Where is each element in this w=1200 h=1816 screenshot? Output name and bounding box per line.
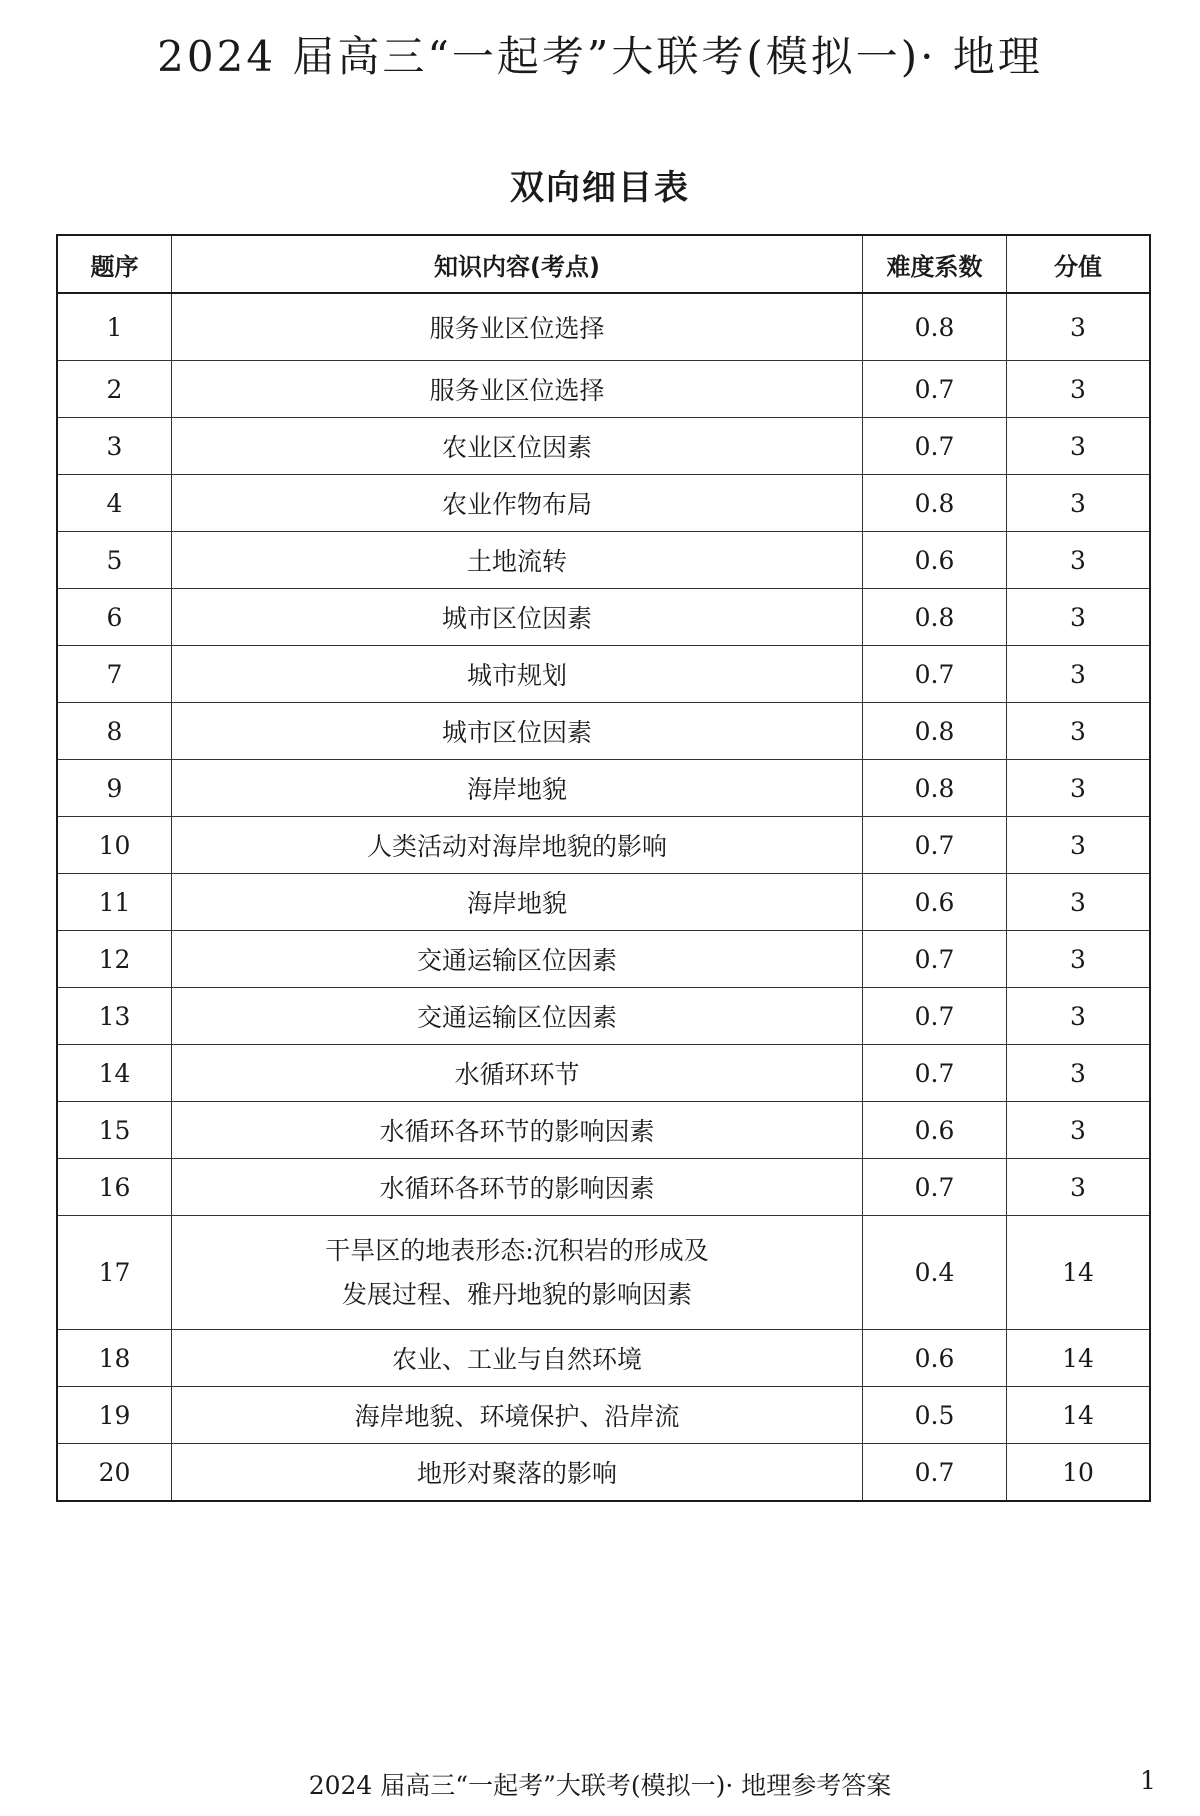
table-row [57, 703, 1150, 760]
cell-number: 5 [57, 532, 172, 589]
cell-number: 16 [57, 1159, 172, 1216]
cell-difficulty: 0.7 [863, 931, 1007, 988]
page-footer-text: 2024 届高三“一起考”大联考(模拟一)· 地理参考答案 [308, 1771, 892, 1800]
cell-score: 3 [1007, 418, 1151, 475]
cell-number: 4 [57, 475, 172, 532]
table-row [57, 475, 1150, 532]
topic-text-line: 土地流转 [466, 547, 567, 576]
cell-score: 3 [1007, 361, 1151, 418]
cell-number: 3 [57, 418, 172, 475]
cell-topic [172, 293, 863, 361]
cell-score: 3 [1007, 931, 1151, 988]
topic-text-line: 城市区位因素 [441, 718, 592, 747]
cell-number: 8 [57, 703, 172, 760]
cell-difficulty: 0.7 [863, 988, 1007, 1045]
table-row [57, 1444, 1150, 1502]
cell-difficulty: 0.8 [863, 760, 1007, 817]
topic-text-line: 干旱区的地表形态:沉积岩的形成及 [325, 1235, 709, 1265]
cell-topic [172, 1444, 863, 1502]
topic-text-line: 水循环各环节的影响因素 [379, 1117, 655, 1146]
cell-difficulty: 0.7 [863, 1444, 1007, 1502]
topic-text-line: 城市规划 [466, 661, 567, 690]
cell-score: 10 [1007, 1444, 1151, 1502]
table-row [57, 1387, 1150, 1444]
cell-difficulty: 0.4 [863, 1216, 1007, 1330]
cell-score: 3 [1007, 646, 1151, 703]
cell-topic [172, 817, 863, 874]
cell-topic [172, 361, 863, 418]
topic-text-line: 交通运输区位因素 [416, 946, 617, 975]
cell-score: 3 [1007, 760, 1151, 817]
cell-topic [172, 646, 863, 703]
table-row [57, 589, 1150, 646]
topic-text-line: 人类活动对海岸地貌的影响 [366, 832, 667, 861]
cell-topic [172, 532, 863, 589]
table-row [57, 646, 1150, 703]
table-row [57, 293, 1150, 361]
table-row [57, 1159, 1150, 1216]
cell-difficulty: 0.8 [863, 475, 1007, 532]
cell-number: 20 [57, 1444, 172, 1502]
table-row [57, 418, 1150, 475]
cell-score: 14 [1007, 1387, 1151, 1444]
table-title: 双向细目表 [510, 168, 690, 208]
cell-number: 1 [57, 293, 172, 361]
topic-text-line: 城市区位因素 [441, 604, 592, 633]
cell-topic [172, 1330, 863, 1387]
topic-text-line: 海岸地貌 [466, 889, 567, 918]
cell-number: 19 [57, 1387, 172, 1444]
cell-topic [172, 475, 863, 532]
cell-number: 12 [57, 931, 172, 988]
cell-number: 14 [57, 1045, 172, 1102]
cell-topic [172, 1045, 863, 1102]
document-header-title: 2024 届高三“一起考”大联考(模拟一)· 地理 [157, 32, 1043, 81]
topic-text-line: 发展过程、雅丹地貌的影响因素 [341, 1279, 692, 1309]
cell-number: 9 [57, 760, 172, 817]
topic-text-line: 农业区位因素 [441, 433, 592, 462]
cell-difficulty: 0.6 [863, 532, 1007, 589]
cell-topic [172, 1216, 863, 1330]
cell-topic [172, 760, 863, 817]
table-body [57, 293, 1150, 1501]
cell-difficulty: 0.5 [863, 1387, 1007, 1444]
topic-text-line: 农业、工业与自然环境 [391, 1345, 642, 1374]
cell-number: 15 [57, 1102, 172, 1159]
cell-difficulty: 0.7 [863, 817, 1007, 874]
table-row [57, 874, 1150, 931]
table-row [57, 361, 1150, 418]
cell-topic [172, 874, 863, 931]
cell-score: 3 [1007, 1045, 1151, 1102]
topic-text-line: 水循环各环节的影响因素 [379, 1174, 655, 1203]
topic-text-line: 海岸地貌、环境保护、沿岸流 [354, 1402, 680, 1431]
cell-difficulty: 0.6 [863, 1102, 1007, 1159]
table-row [57, 1045, 1150, 1102]
topic-text-line: 交通运输区位因素 [416, 1003, 617, 1032]
cell-difficulty: 0.8 [863, 703, 1007, 760]
column-header-difficulty: 难度系数 [863, 235, 1007, 293]
cell-topic [172, 703, 863, 760]
cell-score: 3 [1007, 817, 1151, 874]
specification-table [56, 234, 1151, 1502]
cell-number: 13 [57, 988, 172, 1045]
cell-number: 18 [57, 1330, 172, 1387]
table-row [57, 1102, 1150, 1159]
cell-difficulty: 0.6 [863, 1330, 1007, 1387]
column-header-topic: 知识内容(考点) [172, 235, 863, 293]
cell-score: 3 [1007, 703, 1151, 760]
cell-topic [172, 1159, 863, 1216]
cell-score: 3 [1007, 589, 1151, 646]
cell-number: 17 [57, 1216, 172, 1330]
topic-text-line: 地形对聚落的影响 [416, 1459, 617, 1488]
cell-score: 3 [1007, 1159, 1151, 1216]
cell-difficulty: 0.7 [863, 361, 1007, 418]
column-header-number: 题序 [57, 235, 172, 293]
cell-topic [172, 589, 863, 646]
column-header-score: 分值 [1007, 235, 1151, 293]
cell-difficulty: 0.6 [863, 874, 1007, 931]
cell-score: 14 [1007, 1330, 1151, 1387]
cell-number: 10 [57, 817, 172, 874]
table-row [57, 1330, 1150, 1387]
cell-topic [172, 418, 863, 475]
table-row [57, 760, 1150, 817]
cell-topic [172, 1387, 863, 1444]
cell-score: 3 [1007, 532, 1151, 589]
topic-text-line: 服务业区位选择 [429, 314, 605, 343]
cell-score: 3 [1007, 1102, 1151, 1159]
cell-difficulty: 0.7 [863, 1159, 1007, 1216]
table-header-row [57, 235, 1150, 293]
cell-difficulty: 0.8 [863, 293, 1007, 361]
table-row [57, 532, 1150, 589]
page-number: 1 [1140, 1766, 1156, 1795]
topic-text-line: 农业作物布局 [441, 490, 592, 519]
topic-text-line: 服务业区位选择 [429, 376, 605, 405]
table-row [57, 817, 1150, 874]
cell-difficulty: 0.8 [863, 589, 1007, 646]
cell-topic [172, 931, 863, 988]
table-row [57, 1216, 1150, 1330]
cell-topic [172, 1102, 863, 1159]
cell-number: 6 [57, 589, 172, 646]
cell-score: 3 [1007, 293, 1151, 361]
cell-number: 2 [57, 361, 172, 418]
cell-topic [172, 988, 863, 1045]
topic-text-line: 水循环环节 [454, 1060, 580, 1089]
cell-number: 11 [57, 874, 172, 931]
cell-number: 7 [57, 646, 172, 703]
cell-score: 3 [1007, 874, 1151, 931]
table-row [57, 988, 1150, 1045]
cell-score: 14 [1007, 1216, 1151, 1330]
table-row [57, 931, 1150, 988]
cell-score: 3 [1007, 988, 1151, 1045]
cell-difficulty: 0.7 [863, 1045, 1007, 1102]
cell-difficulty: 0.7 [863, 418, 1007, 475]
topic-text-line: 海岸地貌 [466, 775, 567, 804]
cell-score: 3 [1007, 475, 1151, 532]
cell-difficulty: 0.7 [863, 646, 1007, 703]
